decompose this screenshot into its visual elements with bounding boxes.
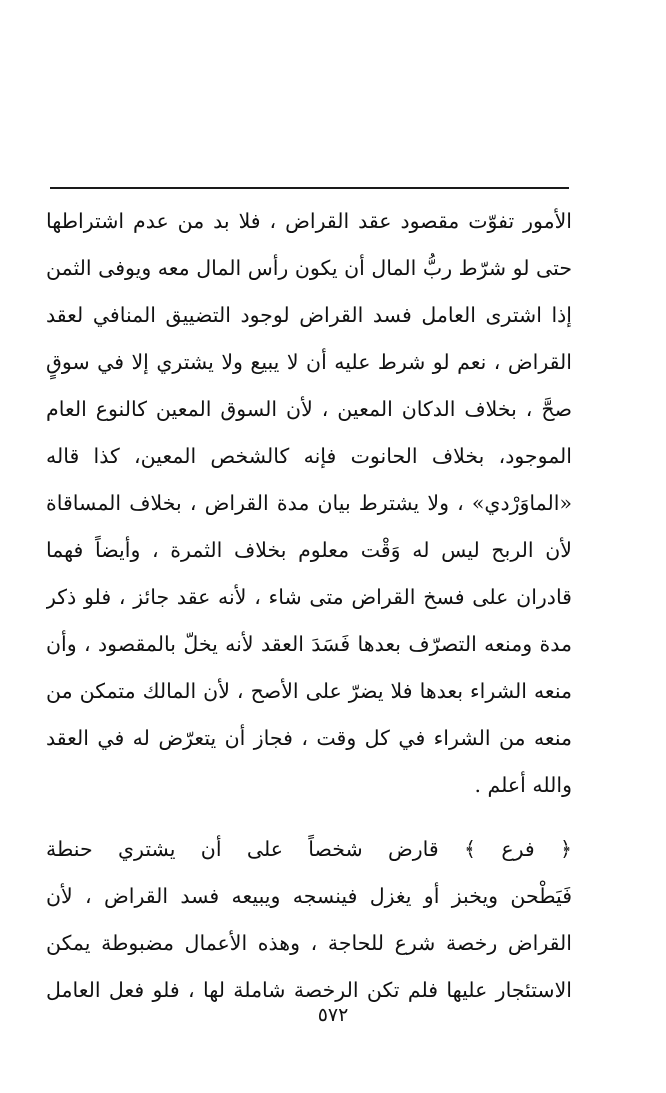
header-rule (50, 187, 569, 189)
text-line: الأمور تفوّت مقصود عقد القراض ، فلا بد من عدم اشتراطها (46, 209, 572, 233)
text-line: لأن الربح ليس له وَقْت معلوم بخلاف الثمرة ، وأيضاً فهما (46, 538, 572, 562)
text-line: صحَّ ، بخلاف الدكان المعين ، لأن السوق المعين كالنوع العام (46, 397, 572, 421)
text-line: الموجود، بخلاف الحانوت فإنه كالشخص المعين، كذا قاله (46, 444, 572, 468)
text-line: منعه الشراء بعدها فلا يضرّ على الأصح ، لأن المالك متمكن من (46, 679, 572, 703)
page-body (46, 198, 572, 1014)
text-line: ﴿ فرع ﴾ قارض شخصاً على أن يشتري حنطة (46, 837, 572, 861)
text-line: والله أعلم . (474, 773, 572, 797)
text-line: منعه من الشراء في كل وقت ، فجاز أن يتعرّض له في العقد (46, 726, 572, 750)
text-line: مدة ومنعه التصرّف بعدها فَسَدَ العقد لأنه يخلّ بالمقصود ، وأن (46, 632, 572, 656)
paragraph-gap (46, 809, 572, 826)
text-line: قادران على فسخ القراض متى شاء ، لأنه عقد جائز ، فلو ذكر (46, 585, 572, 609)
text-line: القراض رخصة شرع للحاجة ، وهذه الأعمال مضبوطة يمكن (46, 931, 572, 955)
page-number: ٥٧٢ (317, 1004, 349, 1026)
text-line: حتى لو شرّط ربُّ المال أن يكون رأس المال معه ويوفى الثمن (46, 256, 572, 280)
text-line: الاستئجار عليها فلم تكن الرخصة شاملة لها ، فلو فعل العامل (46, 978, 572, 1002)
text-line: القراض ، نعم لو شرط عليه أن لا يبيع ولا يشتري إلا في سوقٍ (46, 350, 572, 374)
text-line: «الماوَرْدي» ، ولا يشترط بيان مدة القراض ، بخلاف المساقاة (46, 491, 572, 515)
text-line: فَيَطْحن ويخبز أو يغزل فينسجه ويبيعه فسد القراض ، لأن (46, 884, 572, 908)
text-line: إذا اشترى العامل فسد القراض لوجود التضييق المنافي لعقد (46, 303, 572, 327)
